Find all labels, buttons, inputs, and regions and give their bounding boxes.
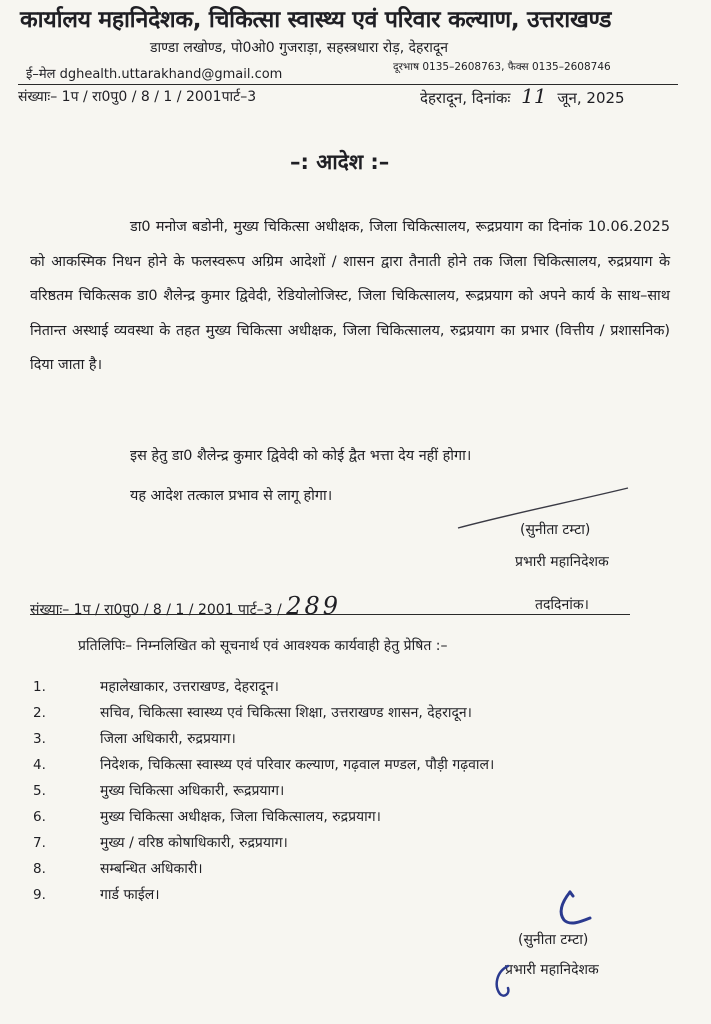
recipient-number: 8. [33, 861, 46, 877]
copy-reference-handwritten-number: 289 [286, 592, 341, 620]
recipient-text: मुख्य चिकित्सा अधिकारी, रूद्रप्रयाग। [100, 783, 285, 799]
dateline [420, 84, 625, 108]
signature-1-name: (सुनीता टम्टा) [520, 522, 591, 538]
recipient-text: मुख्य / वरिष्ठ कोषाधिकारी, रुद्रप्रयाग। [100, 835, 288, 851]
recipient-number: 3. [33, 731, 46, 747]
recipient-text: महालेखाकार, उत्तराखण्ड, देहरादून। [100, 679, 279, 695]
order-heading: –: आदेश :– [290, 150, 390, 174]
recipient-text: मुख्य चिकित्सा अधीक्षक, जिला चिकित्सालय, रुद्रप्रयाग। [100, 809, 381, 825]
date-month-year: जून, 2025 [557, 89, 625, 107]
recipient-number: 4. [33, 757, 46, 773]
recipient-text: जिला अधिकारी, रुद्रप्रयाग। [100, 731, 236, 747]
signature-2-handwritten-mark [540, 888, 610, 932]
recipient-text: निदेशक, चिकित्सा स्वास्थ्य एवं परिवार कल्याण, गढ़वाल मण्डल, पौड़ी गढ़वाल। [100, 757, 495, 773]
recipient-number: 7. [33, 835, 46, 851]
order-paragraph-2: इस हेतु डा0 शैलेन्द्र कुमार द्विवेदी को कोई द्वैत भत्ता देय नहीं होगा। [130, 448, 472, 464]
copy-reference-underline [30, 614, 630, 615]
office-title: कार्यालय महानिदेशक, चिकित्सा स्वास्थ्य एवं परिवार कल्याण, उत्तराखण्ड [20, 7, 612, 33]
date-prefix: देहरादून, दिनांकः [420, 89, 511, 107]
office-phone-fax: दूरभाष 0135–2608763, फैक्स 0135–2608746 [393, 61, 611, 73]
recipient-number: 5. [33, 783, 46, 799]
office-email: ई–मेल dghealth.uttarakhand@gmail.com [26, 67, 283, 82]
signature-2-name: (सुनीता टम्टा) [518, 932, 589, 948]
copy-reference [30, 592, 341, 620]
office-address: डाण्डा लखोण्ड, पो0ओ0 गुजराड़ा, सहस्त्रधारा रोड़, देहरादून [150, 40, 449, 56]
recipient-text: सम्बन्धित अधिकारी। [100, 861, 203, 877]
order-paragraph-1 [30, 210, 670, 383]
recipient-number: 9. [33, 887, 46, 903]
signature-2-curl-mark [486, 962, 526, 1002]
recipient-text: सचिव, चिकित्सा स्वास्थ्य एवं चिकित्सा शिक्षा, उत्तराखण्ड शासन, देहरादून। [100, 705, 472, 721]
order-paragraph-3: यह आदेश तत्काल प्रभाव से लागू होगा। [130, 488, 333, 504]
signature-1-designation: प्रभारी महानिदेशक [515, 554, 609, 570]
recipient-number: 2. [33, 705, 46, 721]
copy-intro: प्रतिलिपिः– निम्नलिखित को सूचनार्थ एवं आवश्यक कार्यवाही हेतु प्रेषित :– [78, 638, 448, 654]
copy-same-date: तददिनांक। [535, 597, 589, 613]
recipient-text: गार्ड फाईल। [100, 887, 160, 903]
signature-2-designation: प्रभारी महानिदेशक [505, 962, 599, 978]
recipient-number: 1. [33, 679, 46, 695]
copy-reference-number: संख्याः– 1प / रा0पु0 / 8 / 1 / 2001 पार्ट–3 / [30, 602, 282, 618]
date-day-handwritten: 11 [521, 84, 547, 108]
order-paragraph-1-text: डा0 मनोज बडोनी, मुख्य चिकित्सा अधीक्षक, जिला चिकित्सालय, रूद्रप्रयाग का दिनांक 10.06.2025 को आकस्मिक निधन होने के फलस्वरूप अग्रिम आदेशों / शासन द्वारा तैनाती होने तक जिला चिकित्सालय, रुद्रप्रयाग के वरिष्ठतम चिकित्सक डा0 शैलेन्द्र कुमार द्विवेदी, रेडियोलोजिस्ट, जिला चिकित्सालय, रूद्रप्रयाग को अपने कार्य के साथ–साथ नितान्त अस्थाई व्यवस्था के तहत मुख्य चिकित्सा अधीक्षक, जिला चिकित्सालय, रुद्रप्रयाग का प्रभार (वित्तीय / प्रशासनिक) दिया जाता है। [30, 219, 670, 373]
recipient-number: 6. [33, 809, 46, 825]
reference-number: संख्याः– 1प / रा0पु0 / 8 / 1 / 2001पार्ट–3 [18, 89, 257, 105]
